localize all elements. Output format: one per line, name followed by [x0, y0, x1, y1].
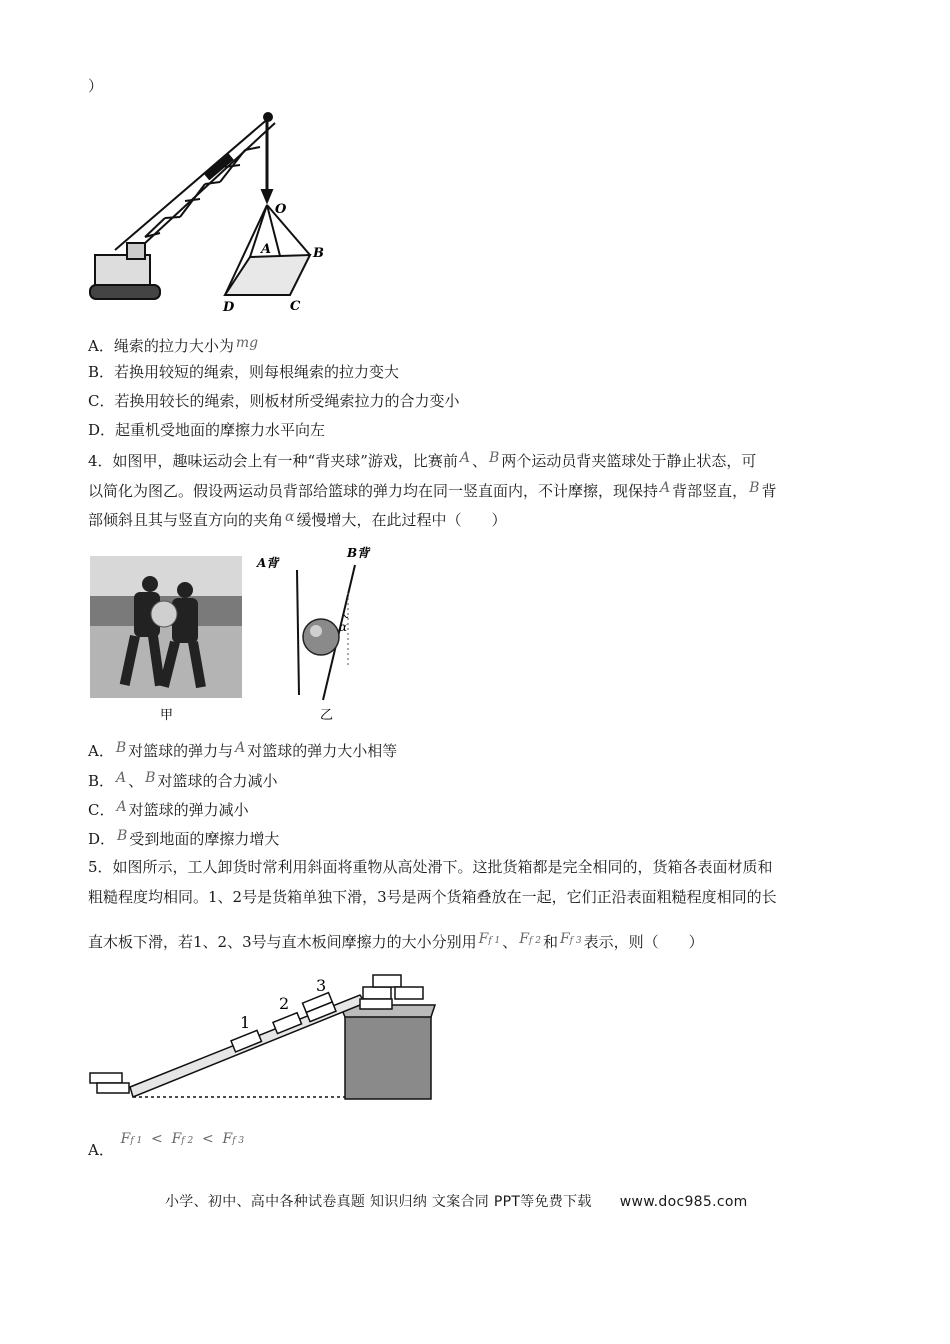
label-alpha: α: [339, 620, 348, 634]
page-footer: [165, 1191, 748, 1211]
q5-stem-line2: 粗糙程度均相同。1、2号是货箱单独下滑，3号是两个货箱叠放在一起，它们正沿表面粗糙程度相同的长: [88, 888, 777, 906]
q3-option-b: B．若换用较短的绳索，则每根绳索的拉力变大: [88, 363, 400, 381]
crane-figure: [85, 105, 335, 320]
q5-option-a: A． Ff 1 < Ff 2 < Ff 3: [88, 1131, 245, 1159]
footer-site-link[interactable]: www.doc985.com: [619, 1194, 748, 1210]
box-label-2: 2: [279, 994, 290, 1013]
q4-option-c: C． A 对篮球的弹力减小: [88, 799, 249, 819]
box-label-3: 3: [316, 976, 327, 995]
box-label-1: 1: [240, 1013, 251, 1032]
label-O: O: [275, 202, 287, 217]
label-jia: 甲: [160, 708, 174, 723]
q3-option-d: D．起重机受地面的摩擦力水平向左: [88, 421, 326, 439]
continued-paren: ）: [88, 77, 104, 95]
q3-option-a: A．绳索的拉力大小为 mg: [88, 335, 259, 355]
q4-option-a: A． B 对篮球的弹力与 A 对篮球的弹力大小相等: [88, 740, 398, 760]
q4-diagram-yi: [255, 545, 375, 725]
label-a-back: A背: [257, 556, 279, 570]
q3-option-c: C．若换用较长的绳索，则板材所受绳索拉力的合力变小: [88, 392, 460, 410]
footer-text: 小学、初中、高中各种试卷真题 知识归纳 文案合同 PPT等免费下载: [165, 1194, 592, 1210]
label-A: A: [261, 242, 272, 257]
q4-stem-line3: 部倾斜且其与竖直方向的夹角 α 缓慢增大，在此过程中（ ）: [88, 509, 507, 529]
label-C: C: [290, 299, 301, 314]
label-yi: 乙: [320, 708, 334, 723]
q4-option-b: B． A 、 B 对篮球的合力减小: [88, 770, 278, 790]
q5-stem-line3: 直木板下滑，若1、2、3号与直木板间摩擦力的大小分别用 Ff 1 、 Ff 2 和 Ff 3 表示，则（ ）: [88, 931, 704, 951]
q5-stem-line1: 5．如图所示，工人卸货时常利用斜面将重物从高处滑下。这批货箱都是完全相同的，货箱各表面材质和: [88, 858, 773, 876]
ramp-figure: [85, 965, 440, 1105]
q4-option-d: D． B 受到地面的摩擦力增大: [88, 828, 280, 848]
label-B: B: [313, 246, 324, 261]
q4-stem-line1: 4．如图甲，趣味运动会上有一种“背夹球”游戏，比赛前 A 、 B 两个运动员背夹篮球处于静止状态，可: [88, 450, 757, 470]
label-D: D: [223, 300, 235, 315]
q4-stem-line2: 以简化为图乙。假设两运动员背部给篮球的弹力均在同一竖直面内，不计摩擦，现保持 A 背部竖直， B 背: [88, 480, 777, 500]
label-b-back: B背: [347, 546, 370, 560]
q4-photo-jia: [90, 556, 245, 726]
